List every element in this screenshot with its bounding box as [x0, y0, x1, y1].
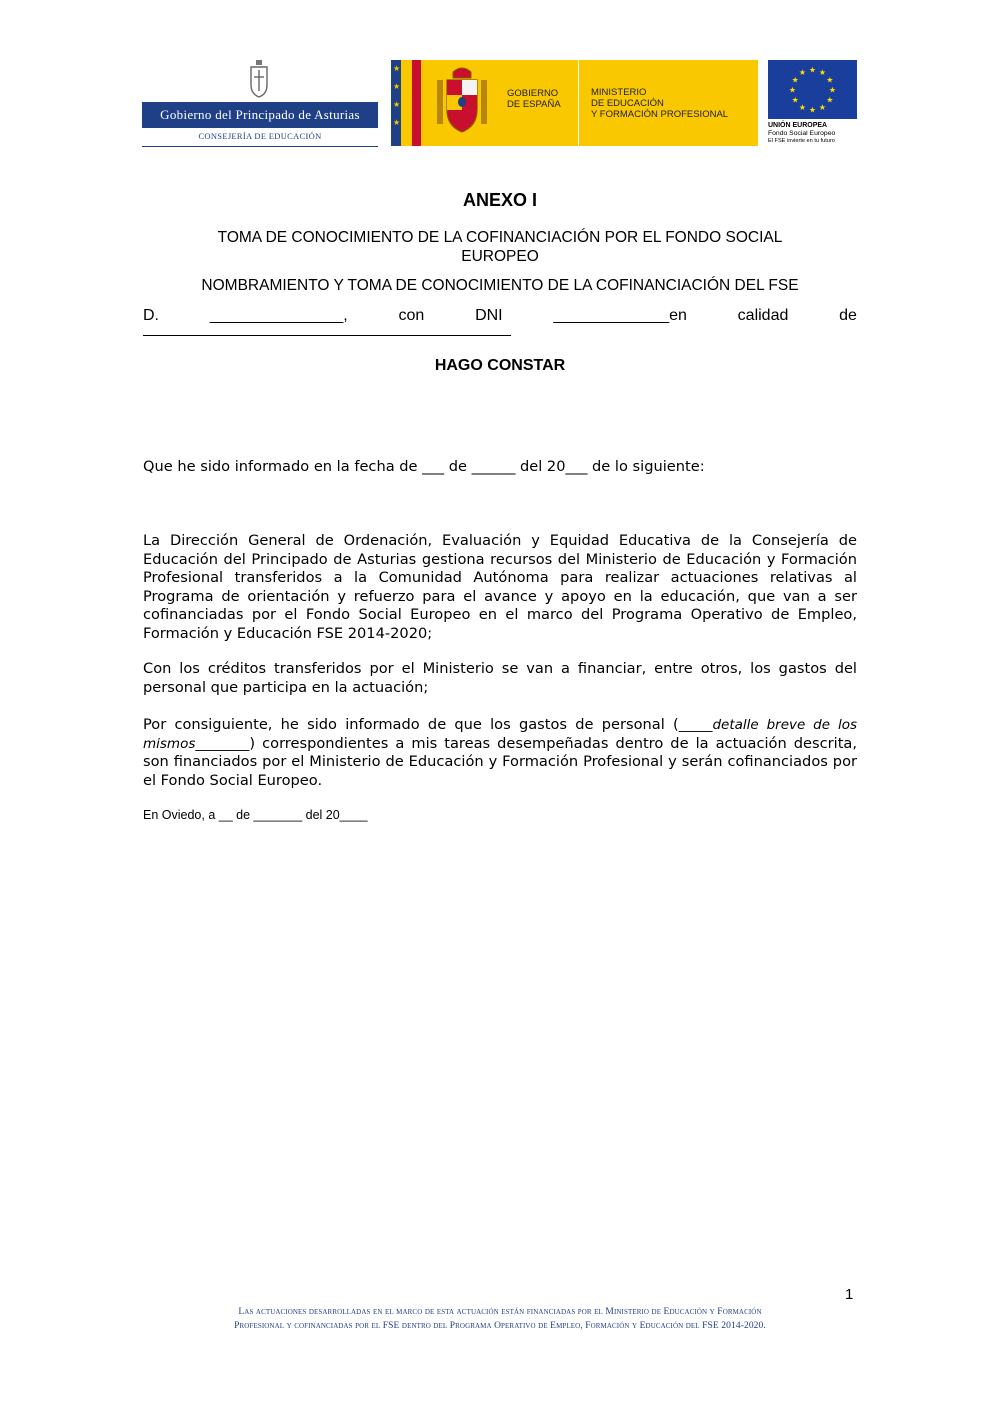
declaration-line [143, 305, 857, 327]
eu-flag-icon [768, 60, 857, 119]
dni-field[interactable]: _____________en [553, 307, 687, 324]
name-field[interactable]: _______________, [209, 307, 348, 324]
footer-note [110, 1305, 890, 1333]
eu-logo [768, 60, 868, 150]
asturias-department: CONSEJERÍA DE EDUCACIÓN [198, 131, 322, 141]
gobierno-line2: DE ESPAÑA [507, 99, 561, 110]
star-icon: ★ [393, 82, 401, 91]
decl-d: D. [143, 307, 159, 324]
gobierno-de-espana-label [507, 88, 575, 110]
eu-star-icon: ★ [828, 85, 837, 95]
eu-star-icon: ★ [788, 85, 797, 95]
star-icon: ★ [393, 100, 401, 109]
decl-calidad: calidad [737, 307, 789, 324]
eu-motto: El FSE invierte en tu futuro [768, 138, 835, 144]
eu-fund: Fondo Social Europeo [768, 130, 836, 137]
eu-star-icon: ★ [818, 102, 827, 112]
subtitle-cofinanciacion [143, 228, 857, 266]
logo-divider [578, 60, 579, 146]
paragraph-direccion-general: La Dirección General de Ordenación, Evaluación y Equidad Educativa de la Consejería de Educación del Principado de Asturias gestiona recursos del Ministerio de Educación y Formación Profesional transferidos a la Comunidad Autónoma para realizar actuaciones relativas al Programa de orientación y refuerzo para el avance y apoyo en la educación, que van a ser cofinanciadas por el Fondo Social Europeo en el marco del Programa Operativo de Empleo, Formación y Educación FSE 2014-2020; [143, 532, 857, 642]
page-number: 1 [845, 1286, 854, 1303]
asturias-crest-icon [247, 60, 271, 98]
eu-star-icon: ★ [791, 75, 799, 85]
paragraph-consiguiente [143, 716, 857, 790]
asturias-name: Gobierno del Principado de Asturias [142, 102, 378, 128]
spain-coat-of-arms-icon [433, 66, 491, 140]
footer-line2: Profesional y cofinanciadas por el FSE dentro del Programa Operativo de Empleo, Formación y Educación del FSE 2014-2020. [234, 1321, 766, 1331]
asturias-divider [142, 146, 378, 147]
eu-star-icon: ★ [826, 75, 834, 85]
spain-government-logo [391, 60, 758, 146]
paragraph-creditos: Con los créditos transferidos por el Ministerio se van a financiar, entre otros, los gastos del personal que participa en la actuación; [143, 660, 857, 696]
decl-de: de [839, 307, 857, 324]
paragraph3-end: ) correspondientes a mis tareas desempeñadas dentro de la actuación descrita, son financiados por el Ministerio de Educación y Formación Profesional y serán cofinanciados por el Fondo Social Europeo. [143, 734, 857, 789]
eu-star-icon: ★ [798, 102, 807, 112]
signature-place-date: En Oviedo, a __ de _______ del 20____ [143, 808, 368, 822]
asturias-logo [142, 60, 378, 150]
decl-dni: DNI [475, 307, 503, 324]
hago-constar-heading: HAGO CONSTAR [434, 357, 566, 374]
eu-star-icon: ★ [791, 95, 799, 105]
eu-star-icon: ★ [818, 68, 827, 78]
ministry-line3: Y FORMACIÓN PROFESIONAL [591, 109, 729, 120]
eu-star-icon: ★ [798, 68, 807, 78]
star-icon: ★ [393, 64, 401, 73]
eu-title: UNIÓN EUROPEA [768, 122, 828, 129]
eu-star-icon: ★ [808, 65, 817, 75]
annex-title: ANEXO I [462, 190, 537, 210]
ministry-line1: MINISTERIO [591, 87, 647, 98]
subtitle-line1: TOMA DE CONOCIMIENTO DE LA COFINANCIACIÓN POR EL FONDO SOCIAL [217, 229, 783, 246]
gobierno-line1: GOBIERNO [507, 88, 559, 99]
subtitle-nombramiento: NOMBRAMIENTO Y TOMA DE CONOCIMIENTO DE LA COFINANCIACIÓN DEL FSE [201, 277, 799, 294]
eu-star-icon: ★ [808, 105, 817, 115]
paragraph3-start: Por consiguiente, he sido informado de que los gastos de personal ( [143, 716, 679, 733]
spain-flag-gold-stripe [401, 60, 412, 146]
footer-line1: Las actuaciones desarrolladas en el marco de esta actuación están financiadas por el Ministerio de Educación y Formación [238, 1307, 762, 1317]
informed-date-line: Que he sido informado en la fecha de ___ de ______ del 20___ de lo siguiente: [143, 458, 705, 475]
ministry-line2: DE EDUCACIÓN [591, 98, 664, 109]
position-field-line[interactable] [143, 335, 511, 336]
ministry-label [591, 87, 756, 120]
subtitle-line2: EUROPEO [461, 248, 539, 265]
personal-detail-field[interactable]: _____detalle breve de los mismos________ [143, 717, 857, 752]
decl-con: con [398, 307, 425, 324]
eu-star-icon: ★ [826, 95, 834, 105]
star-icon: ★ [393, 118, 401, 127]
